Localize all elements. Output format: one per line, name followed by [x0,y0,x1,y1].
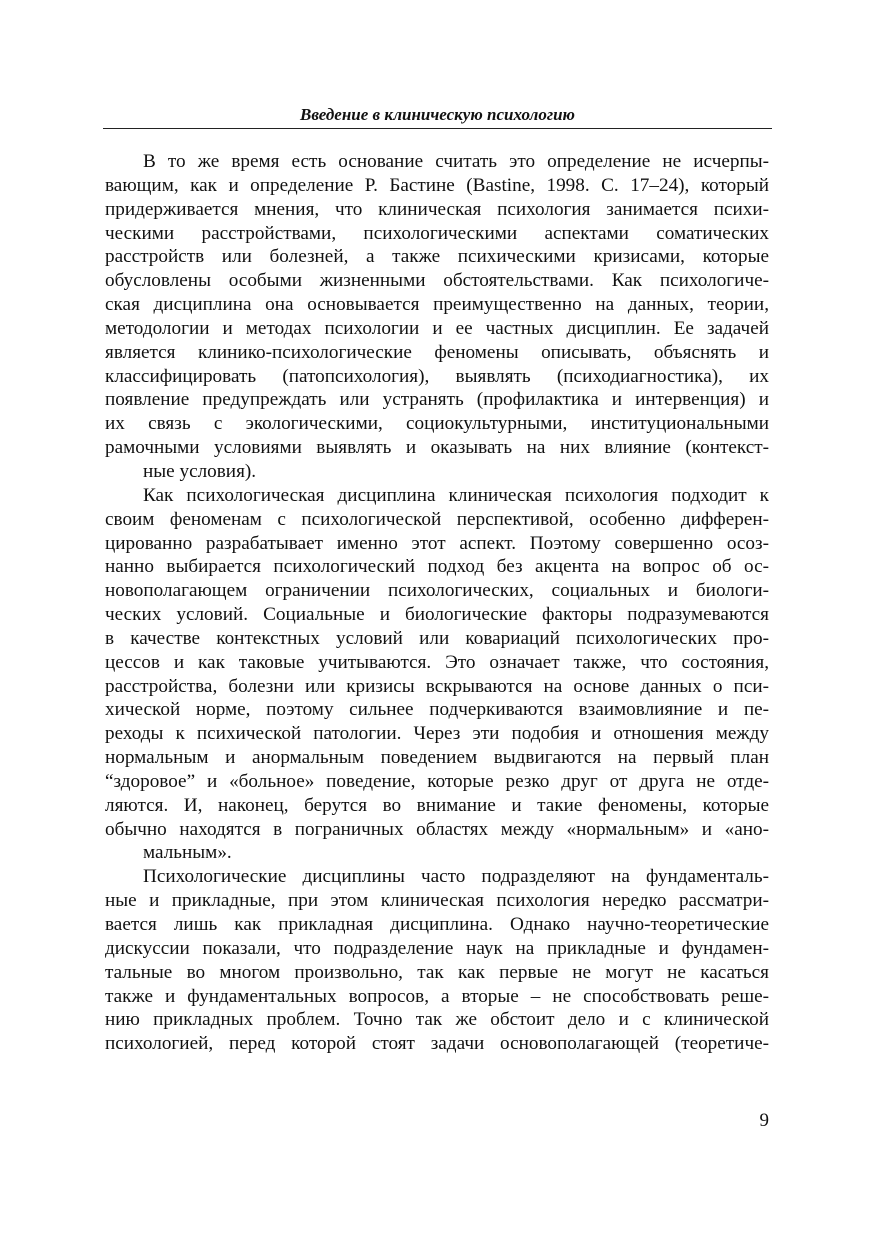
text-line: ческих условий. Социальные и биологические факторы подразумеваются [105,604,769,626]
text-line: реходы к психической патологии. Через эти подобия и отношения между [105,723,769,745]
text-line: ческими расстройствами, психологическими аспектами соматических [105,222,769,244]
text-line: в качестве контекстных условий или ковариаций психологических про- [105,627,769,649]
text-line: появление предупреждать или устранять (профилактика и интервенция) и [105,389,769,411]
paragraph-1 [105,150,769,484]
text-line: цированно разрабатывает именно этот аспект. Поэтому совершенно осоз- [105,532,769,554]
running-head-title: Введение в клиническую психологию [300,105,575,124]
text-line: тальные во многом произвольно, так как первые не могут не касаться [105,961,769,983]
text-line: новополагающем ограничении психологических, социальных и биологи- [105,580,769,602]
text-line: Психологические дисциплины часто подразделяют на фундаменталь- [143,866,769,888]
text-line: классифицировать (патопсихология), выявлять (психодиагностика), их [105,365,769,387]
text-line: В то же время есть основание считать это определение не исчерпы- [143,151,769,172]
text-line: нормальным и анормальным поведением выдвигаются на первый план [105,747,769,769]
text-line: методологии и методах психологии и ее частных дисциплин. Ее задачей [105,317,769,339]
text-line: также и фундаментальных вопросов, а вторые – не способствовать реше- [105,985,769,1007]
text-line-last: мальным». [143,842,232,864]
text-line-last: ные условия). [143,460,257,482]
text-line: обычно находятся в пограничных областях между «нормальным» и «ано- [105,818,769,840]
text-line: придерживается мнения, что клиническая психология занимается психи- [105,198,769,220]
text-line: вающим, как и определение Р. Бастине (Bastine, 1998. С. 17–24), который [105,174,769,196]
page-number: 9 [759,1110,769,1131]
text-line: расстройства, болезни или кризисы вскрываются на основе данных о пси- [105,675,769,697]
text-line: обусловлены особыми жизненными обстоятельствами. Как психологиче- [105,270,769,292]
text-line: является клинико-психологические феномены описывать, объяснять и [105,341,769,363]
text-line: ные и прикладные, при этом клиническая психология нередко рассматри- [105,890,769,912]
text-line: цессов и как таковые учитываются. Это означает также, что состояния, [105,651,769,673]
text-line: хической норме, поэтому сильнее подчеркиваются взаимовлияние и пе- [105,699,769,721]
text-line: своим феноменам с психологической перспективой, особенно дифферен- [105,508,769,530]
paragraph-3 [105,865,769,1056]
text-line: психологией, перед которой стоят задачи основополагающей (теоретиче- [105,1033,769,1055]
text-line: нию прикладных проблем. Точно так же обстоит дело и с клинической [105,1009,769,1031]
text-line: “здоровое” и «больное» поведение, которые резко друг от друга не отде- [105,770,769,792]
header-rule [103,128,772,129]
text-line: нанно выбирается психологический подход без акцента на вопрос об ос- [105,556,769,578]
text-line: их связь с экологическими, социокультурными, институциональными [105,413,769,435]
text-line: расстройств или болезней, а также психическими кризисами, которые [105,246,769,268]
body-text [105,150,769,1056]
paragraph-2 [105,484,769,866]
text-line: Как психологическая дисциплина клиническая психология подходит к [143,484,769,506]
text-line: вается лишь как прикладная дисциплина. Однако научно-теоретические [105,914,769,935]
text-line: ская дисциплина она основывается преимущественно на данных, теории, [105,294,769,316]
text-line: рамочными условиями выявлять и оказывать на них влияние (контекст- [105,437,769,459]
text-line: дискуссии показали, что подразделение наук на прикладные и фундамен- [105,937,769,959]
text-line: ляются. И, наконец, берутся во внимание и такие феномены, которые [105,794,769,816]
